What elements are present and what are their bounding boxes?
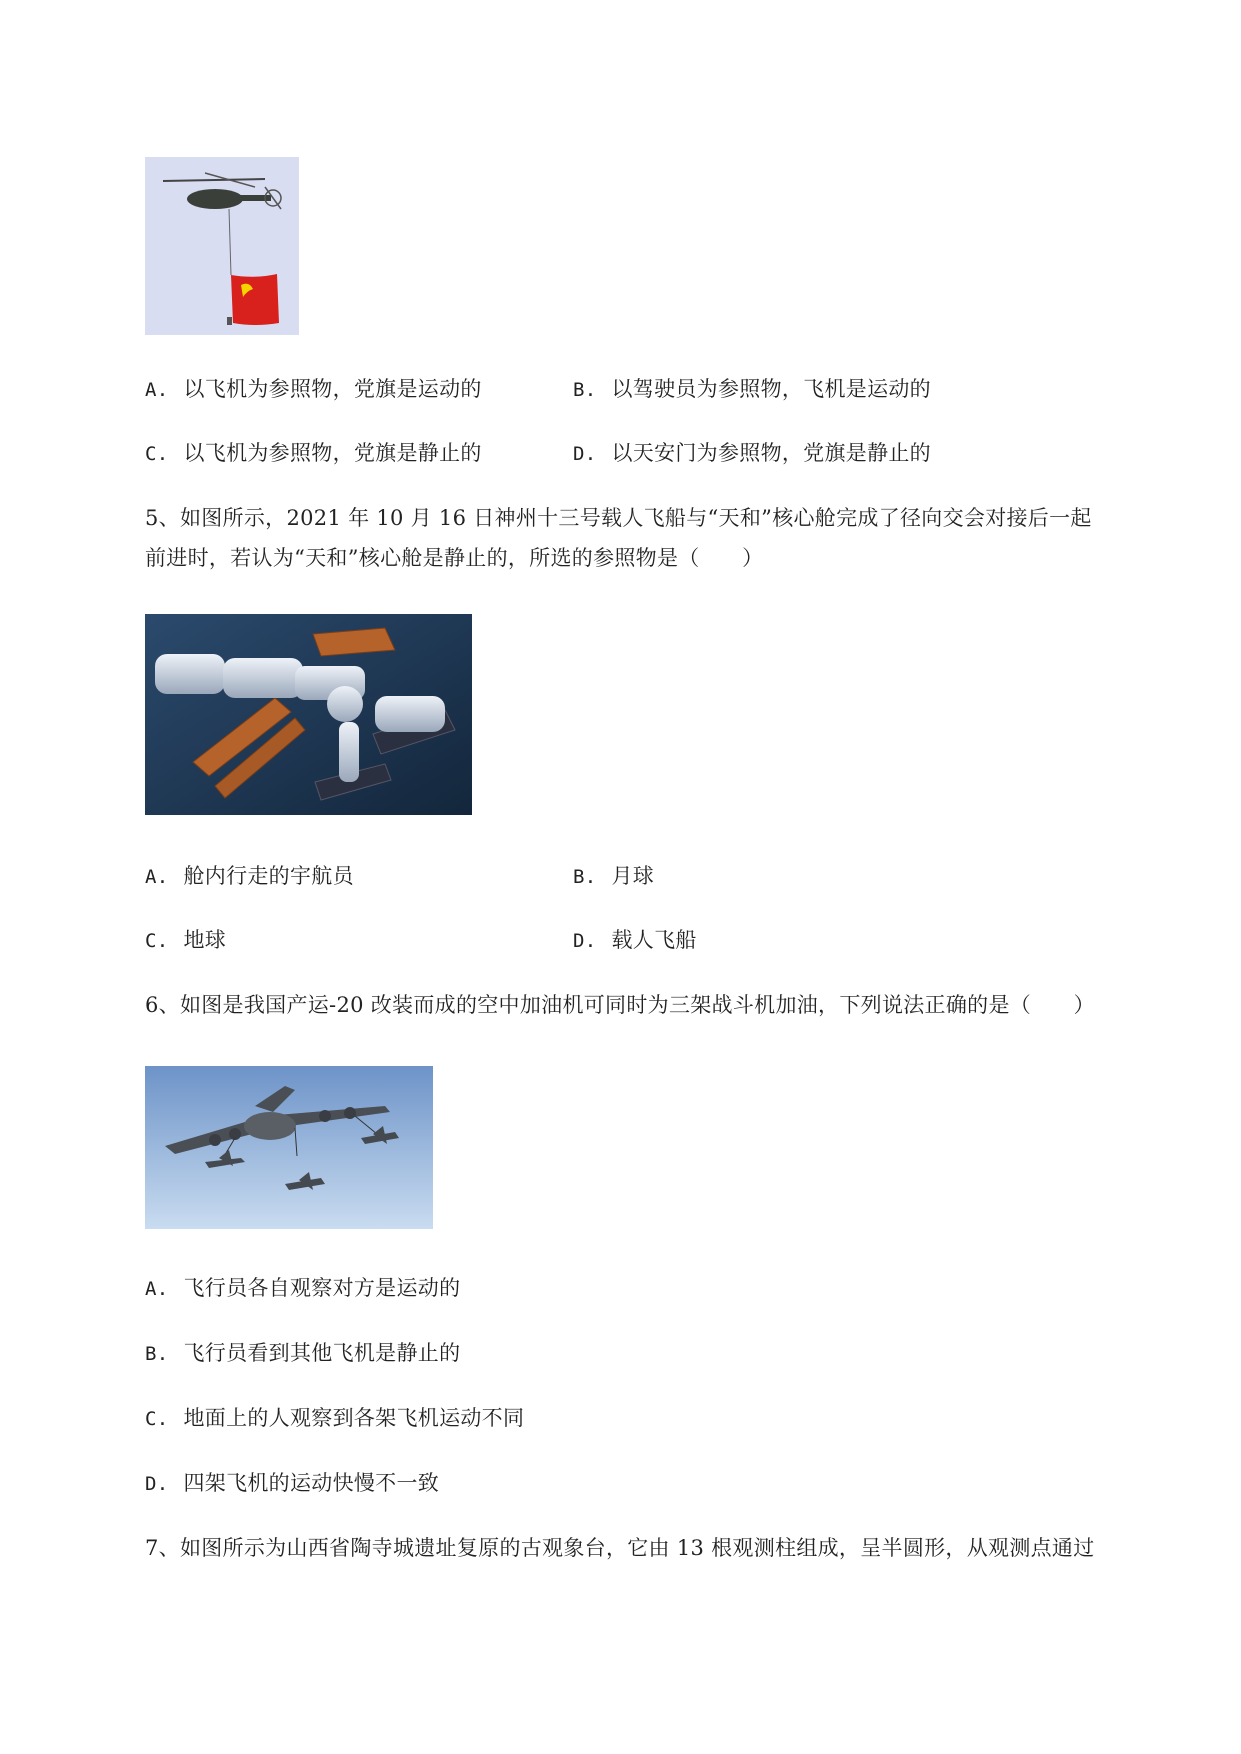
q5-stem-line1: 5、如图所示，2021 年 10 月 16 日神州十三号载人飞船与“天和”核心舱完成了径向交会对接后一起 <box>145 506 1092 530</box>
option-letter: B. <box>145 1343 169 1365</box>
q4-option-b[interactable] <box>573 374 931 405</box>
q6-option-a[interactable] <box>145 1273 460 1304</box>
q5-stem-line2: 前进时，若认为“天和”核心舱是静止的，所选的参照物是（ ） <box>145 546 764 570</box>
q5-option-a[interactable] <box>145 861 354 892</box>
option-text: 四架飞机的运动快慢不一致 <box>183 1471 440 1495</box>
q6-stem: 6、如图是我国产运-20 改装而成的空中加油机可同时为三架战斗机加油，下列说法正确的是（ ） <box>145 993 1095 1017</box>
q6-option-b[interactable] <box>145 1338 460 1369</box>
option-letter: D. <box>573 443 597 465</box>
option-letter: D. <box>573 930 597 952</box>
option-text: 以飞机为参照物，党旗是运动的 <box>183 377 482 401</box>
option-letter: C. <box>145 443 169 465</box>
q5-option-b[interactable] <box>573 861 654 892</box>
option-text: 地球 <box>183 928 227 952</box>
option-text: 以驾驶员为参照物，飞机是运动的 <box>611 377 931 401</box>
option-letter: B. <box>573 866 597 888</box>
option-letter: D. <box>145 1473 169 1495</box>
helicopter-flag-figure <box>145 157 299 335</box>
space-station-figure <box>145 614 472 815</box>
option-letter: A. <box>145 866 169 888</box>
option-text: 飞行员看到其他飞机是静止的 <box>183 1341 461 1365</box>
option-letter: C. <box>145 930 169 952</box>
option-letter: B. <box>573 379 597 401</box>
option-text: 地面上的人观察到各架飞机运动不同 <box>183 1406 525 1430</box>
option-text: 以飞机为参照物，党旗是静止的 <box>183 441 482 465</box>
option-letter: A. <box>145 1278 169 1300</box>
q5-option-c[interactable] <box>145 925 226 956</box>
option-text: 以天安门为参照物，党旗是静止的 <box>611 441 931 465</box>
option-text: 飞行员各自观察对方是运动的 <box>183 1276 461 1300</box>
tanker-aircraft-figure <box>145 1066 433 1229</box>
q4-option-c[interactable] <box>145 438 482 469</box>
q4-option-a[interactable] <box>145 374 482 405</box>
q6-option-c[interactable] <box>145 1403 524 1434</box>
q6-option-d[interactable] <box>145 1468 439 1499</box>
q5-option-d[interactable] <box>573 925 697 956</box>
option-text: 舱内行走的宇航员 <box>183 864 354 888</box>
option-text: 月球 <box>611 864 655 888</box>
option-letter: A. <box>145 379 169 401</box>
option-letter: C. <box>145 1408 169 1430</box>
q4-option-d[interactable] <box>573 438 931 469</box>
q7-stem: 7、如图所示为山西省陶寺城遗址复原的古观象台，它由 13 根观测柱组成，呈半圆形，从观测点通过 <box>145 1536 1095 1560</box>
option-text: 载人飞船 <box>611 928 697 952</box>
